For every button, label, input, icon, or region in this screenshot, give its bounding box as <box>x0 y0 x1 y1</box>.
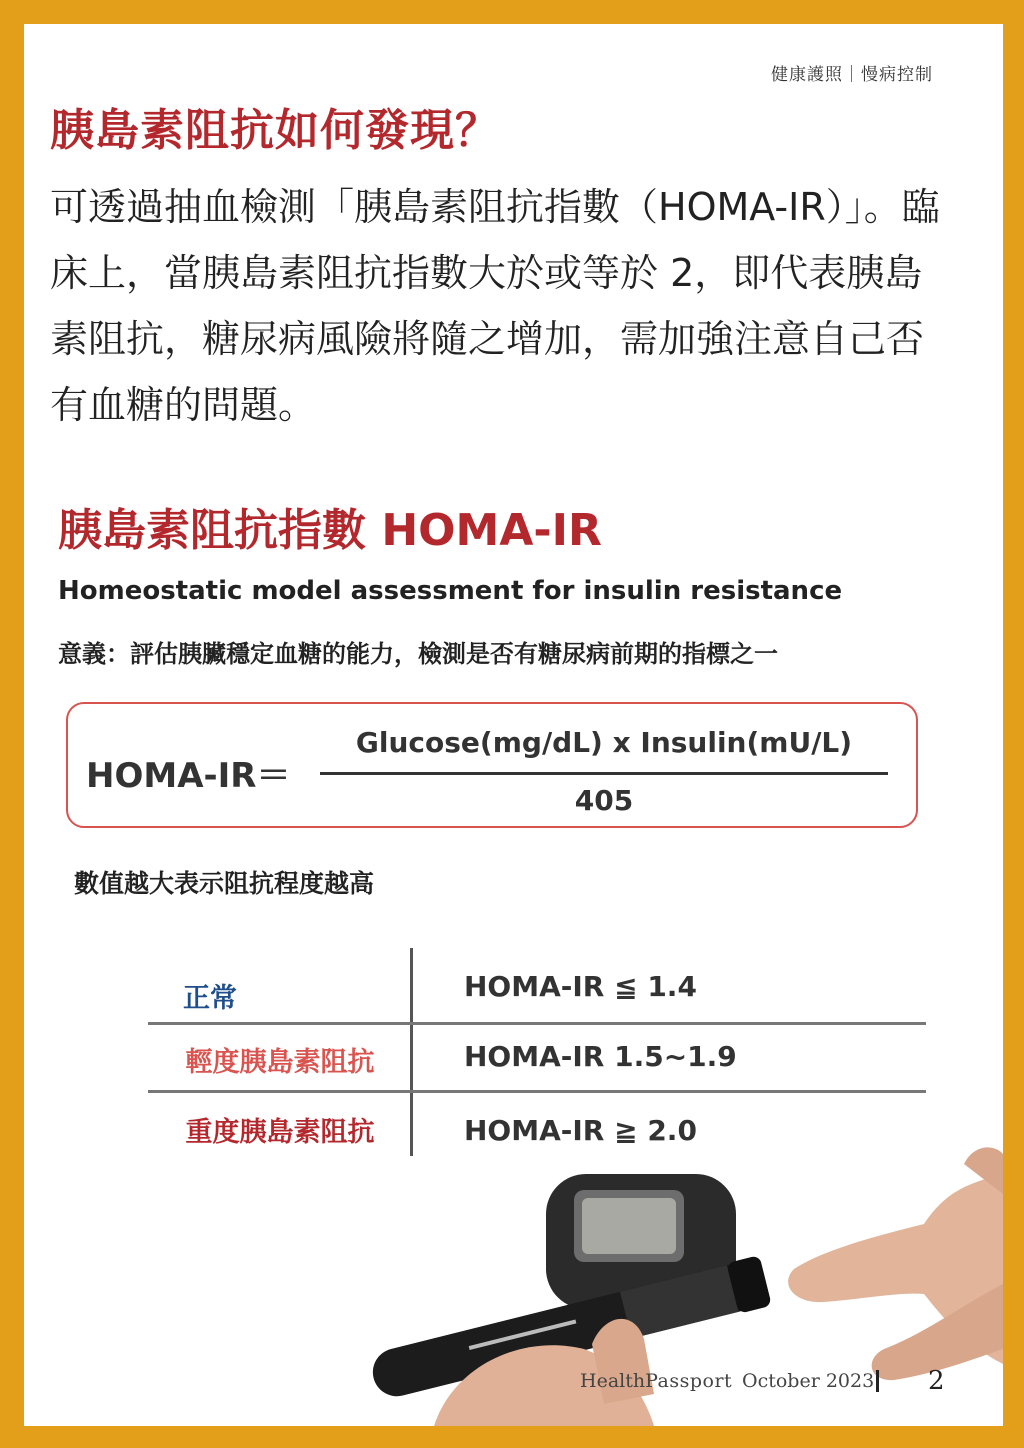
formula-denominator: 405 <box>574 784 634 817</box>
formula-lhs: HOMA-IR＝ <box>86 756 291 796</box>
homa-meaning: 意義：評估胰臟穩定血糖的能力，檢測是否有糖尿病前期的指標之一 <box>58 640 778 668</box>
section-label: 健康護照｜慢病控制 <box>771 65 933 85</box>
page-number: 2 <box>928 1366 945 1396</box>
row-label-normal: 正常 <box>183 983 237 1014</box>
footer-divider <box>876 1370 879 1392</box>
intro-body: 可透過抽血檢測「胰島素阻抗指數（HOMA-IR）」。臨床上，當胰島素阻抗指數大於或等於 2，即代表胰島素阻抗，糖尿病風險將隨之增加，需加強注意自己否有血糖的問題。 <box>50 185 940 427</box>
formula-box <box>66 702 918 828</box>
row-label-severe: 重度胰島素阻抗 <box>185 1117 375 1148</box>
table-divider-horizontal <box>148 1090 926 1093</box>
footer-brand <box>580 1370 732 1392</box>
homa-subtitle: Homeostatic model assessment for insulin resistance <box>58 576 843 606</box>
footer-date: October 2023 <box>742 1370 875 1392</box>
intro-title: 胰島素阻抗如何發現？ <box>50 105 500 156</box>
row-value-mild: HOMA-IR 1.5~1.9 <box>464 1040 737 1073</box>
row-value-severe: HOMA-IR ≧ 2.0 <box>464 1114 697 1147</box>
table-divider-horizontal <box>148 1022 926 1025</box>
scale-note: 數值越大表示阻抗程度越高 <box>74 869 375 898</box>
row-value-normal: HOMA-IR ≦ 1.4 <box>464 970 697 1003</box>
homa-title: 胰島素阻抗指數 HOMA-IR <box>58 505 602 556</box>
row-label-mild: 輕度胰島素阻抗 <box>185 1047 375 1078</box>
page <box>24 24 1003 1426</box>
formula-numerator: Glucose(mg/dL) x Insulin(mU/L) <box>355 726 853 759</box>
footer-brand-light: Health <box>580 1370 646 1392</box>
footer-brand-bold: Passport <box>645 1370 733 1392</box>
formula-fraction-bar <box>320 772 888 775</box>
table-divider-vertical <box>410 948 413 1156</box>
